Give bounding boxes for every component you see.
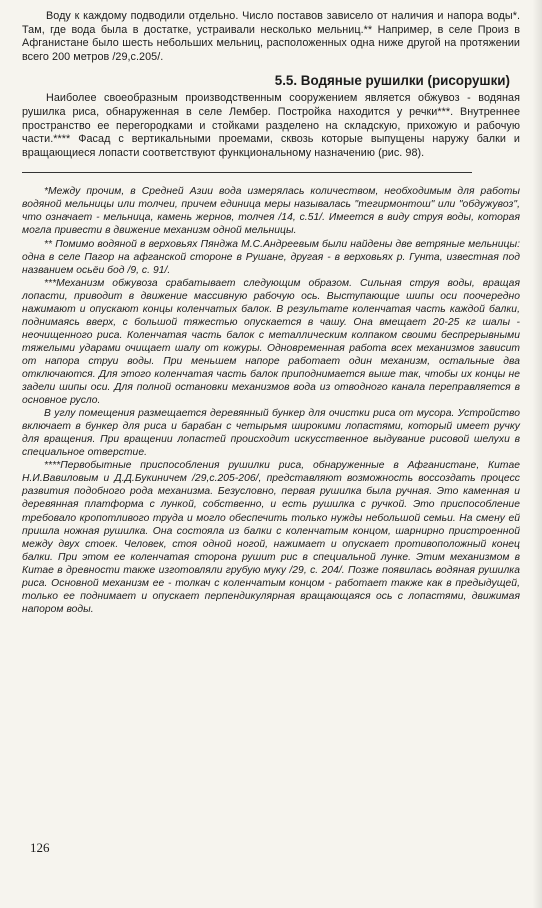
footnotes xyxy=(22,185,520,616)
main-text xyxy=(22,10,520,160)
body-paragraph: Воду к каждому подводили отдельно. Число поставов зависело от наличия и напора воды*. Там, где вода была в достатке, устраивали несколько мельниц.** Например, в селе Произ в Афганистане было шесть небольших мельниц, расположенных одна ниже другой на протяжении всего 200 метров /29,с.205/. xyxy=(22,10,520,63)
section-heading: 5.5. Водяные рушилки (рисорушки) xyxy=(274,73,510,89)
footnote-divider xyxy=(22,172,472,173)
footnote: ***Механизм обжувоза срабатывает следующим образом. Сильная струя воды, вращая лопасти, приводит в движение массивную рабочую ось. Выступающие шипы оси поочередно нажимают и опускают концы коленчатых балок. В результате коленчатая часть каждой балки, поднимаясь вверх, с большой тяжестью опускается в чашу. Она вмещает 20-25 кг шалы - неочищенного риса. Коленчатая часть балок с металлическим колпаком своими беспрерывными тяжелыми ударами очищает шалу от кожуры. Одновременная работа всех механизмов зависит от напора струи воды. При меньшем напоре работает один механизм, остальные два отключаются. Для этого коленчатая часть балок приподнимается выше так, чтобы их концы не задели шипы оси. Для полной остановки механизмов вода из отводного канала переправляется в основное русло. xyxy=(22,277,520,407)
footnote-continuation: В углу помещения размещается деревянный бункер для очистки риса от мусора. Устройство включает в бункер для риса и барабан с четырьмя широкими лопастями, который имеет ручку для вращения. При вращении лопастей происходит искусственное выдувание рисовой шелухи в специальное отверстие. xyxy=(22,408,520,459)
footnote: *Между прочим, в Средней Азии вода измерялась количеством, необходимым для работы водяной мельницы или толчеи, причем единица меры называлась "тегирмонтош" или "обдужувоз", что означает - мельница, камень жернов, толчея /14, с.51/. Имеется в виду струя воды, которая могла привести в движение механизм одной мельницы. xyxy=(22,186,520,237)
footnote: ****Первобытные приспособления рушилки риса, обнаруженные в Афганистане, Китае Н.И.Вавиловым и Д.Д.Букиничем /29,с.205-206/, представляют возможность воссоздать процесс развития подобного рода механизма. Безусловно, первая рушилка была ручная. Это каменная и деревянная платформа с лункой, собственно, и есть рушилка с ручкой. Это приспособление требовало кропотливого труда и могло обеспечить только нужды небольшой семьи. На смену ей пришла ножная рушилка. Она состояла из балки с коленчатым концом, шарнирно пристроенной между двух стоек. Человек, стоя одной ногой, нажимает и опускает противоположный конец балки. При этом ее коленчатая сторона рушит рис в специальной лунке. Этим механизмом в Китае в древности также изготовляли грубую муку /29, с. 204/. Позже появилась водяная рушилка риса. Основной механизм ее - толкач с коленчатым концом - работает также как в предыдущей, только ее поднимает и опускает перпендикулярная вращающаяся ось с лопастями, движимая напором воды. xyxy=(22,460,520,615)
footnote: ** Помимо водяной в верховьях Пянджа М.С.Андреевым были найдены две ветряные мельницы: одна в селе Пагор на афганской стороне в Рушане, другая - в верховьях р. Гунта, известная под названием осьёи бод /9, с. 91/. xyxy=(22,238,520,276)
page-number: 126 xyxy=(30,840,50,855)
section-paragraph: Наиболее своеобразным производственным сооружением является обжувоз - водяная рушилка риса, обнаруженная в селе Лембер. Постройка находится у речки***. Внутреннее пространство ее перегородками и стойками разделено на складскую, прихожую и рабочую части.**** Фасад с вертикальными проемами, сквозь которые выпущены наружу балки и вращающиеся лопасти соответствуют функциональному назначению (рис. 98). xyxy=(22,92,520,159)
